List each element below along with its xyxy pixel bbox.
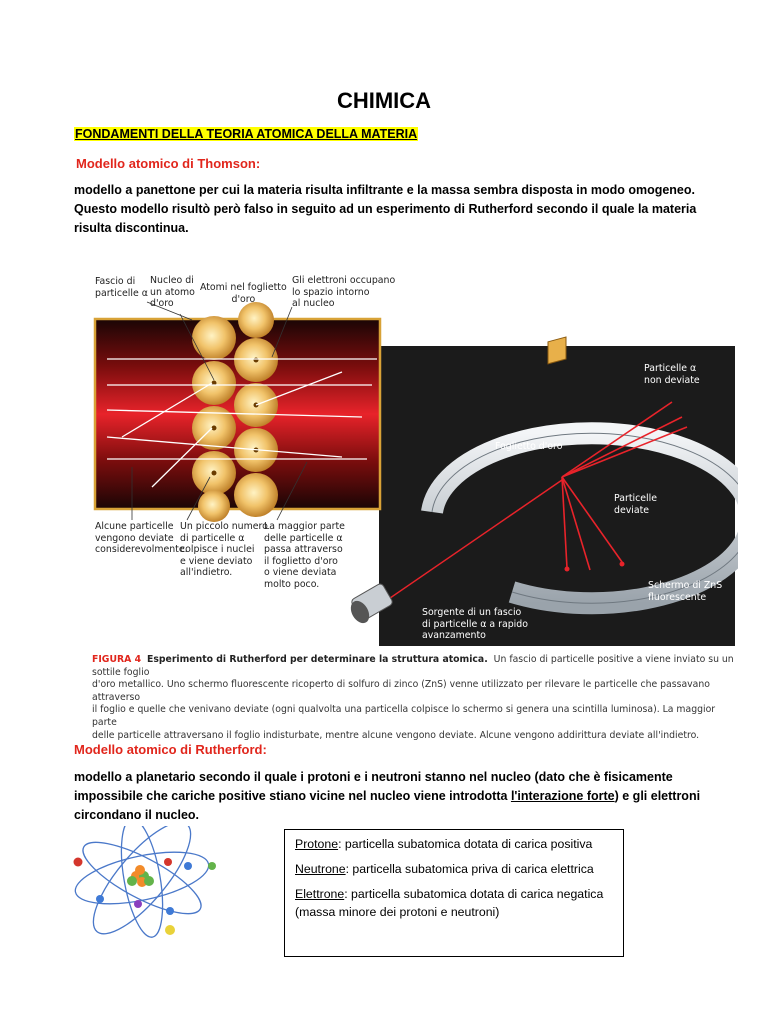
label-nucleo: Nucleo di un atomo d'oro bbox=[150, 275, 195, 309]
rutherford-experiment-figure bbox=[92, 262, 738, 741]
label-deviate: Particelle deviate bbox=[614, 493, 658, 516]
interazione-forte-term: l'interazione forte bbox=[510, 789, 615, 803]
thomson-heading: Modello atomico di Thomson: bbox=[76, 156, 261, 171]
gold-foil bbox=[548, 337, 566, 364]
protone-definition: Protone: particella subatomica dotata di carica positiva bbox=[295, 837, 593, 851]
label-piccolo: Un piccolo numero di particelle α colpisce i nuclei e viene deviato all'indietro. bbox=[180, 521, 268, 578]
figure-illustration bbox=[92, 262, 738, 652]
caption-line-3: il foglio e quelle che venivano deviate (ogni qualvolta una particella colpisce lo schermo si genera una scintilla luminosa). La maggior parte bbox=[92, 704, 716, 728]
neutrone-definition: Neutrone: particella subatomica priva di carica elettrica bbox=[295, 862, 594, 876]
rutherford-line-1: modello a planetario secondo il quale i protoni e i neutroni stanno nel nucleo (dato che è fisicamente bbox=[74, 770, 673, 784]
caption-fig-label: FIGURA 4 bbox=[92, 654, 142, 665]
rutherford-line-2: impossibile che cariche positive stiano vicine nel nucleo viene introdotta l'interazione forte) e gli elettroni bbox=[74, 789, 701, 803]
rutherford-paragraph bbox=[74, 768, 714, 825]
caption-line-4: delle particelle attraversano il foglio indisturbate, mentre alcune vengono deviate. Alcune vengono addirittura deviate all'indietro. bbox=[92, 729, 700, 741]
nucleus-icon bbox=[127, 865, 154, 887]
page-title: CHIMICA bbox=[336, 88, 432, 113]
label-fascio: Fascio di particelle α bbox=[95, 276, 148, 299]
label-atomi: Atomi nel foglietto d'oro bbox=[200, 282, 287, 305]
atom-model-illustration bbox=[70, 826, 270, 946]
thomson-line-1: modello a panettone per cui la materia risulta infiltrante e la massa sembra disposta in modo omogeneo. bbox=[74, 183, 695, 197]
section-heading: FONDAMENTI DELLA TEORIA ATOMICA DELLA MATERIA bbox=[75, 127, 418, 141]
label-foglietto: Foglietto d'oro bbox=[495, 441, 563, 452]
caption-line-2: d'oro metallico. Uno schermo fluorescente ricoperto di solfuro di zinco (ZnS) venne utilizzato per rilevare le particelle che passavano attraverso bbox=[92, 679, 710, 703]
label-maggior: La maggior parte delle particelle α passa attraverso il foglietto d'oro o viene deviata molto poco. bbox=[264, 521, 345, 590]
elettrone-definition: Elettrone: particella subatomica dotata di carica negatica (massa minore dei protoni e neutroni) bbox=[295, 887, 604, 919]
particle-definitions-box bbox=[284, 829, 624, 957]
rutherford-line-3: circondano il nucleo. bbox=[74, 808, 200, 822]
thomson-line-2: Questo modello risultò però falso in seguito ad un esperimento di Rutherford secondo il quale la materia bbox=[74, 202, 697, 216]
label-sorgente: Sorgente di un fascio di particelle α a rapido avanzamento bbox=[422, 607, 528, 641]
caption-title: Esperimento di Rutherford per determinare la struttura atomica. bbox=[146, 654, 488, 665]
caption-line-1: Un fascio di particelle positive a viene inviato su un sottile foglio bbox=[92, 654, 734, 678]
figure-caption bbox=[92, 654, 738, 742]
thomson-paragraph bbox=[74, 181, 714, 238]
rutherford-heading: Modello atomico di Rutherford: bbox=[74, 742, 267, 757]
label-alcune: Alcune particelle vengono deviate considerevolmente. bbox=[95, 521, 188, 555]
label-schermo: Schermo di ZnS fluorescente bbox=[648, 580, 723, 603]
label-non-deviate: Particelle α non deviate bbox=[644, 363, 700, 386]
label-elettroni: Gli elettroni occupano lo spazio intorno al nucleo bbox=[292, 275, 396, 309]
thomson-line-3: risulta discontinua. bbox=[74, 221, 189, 235]
